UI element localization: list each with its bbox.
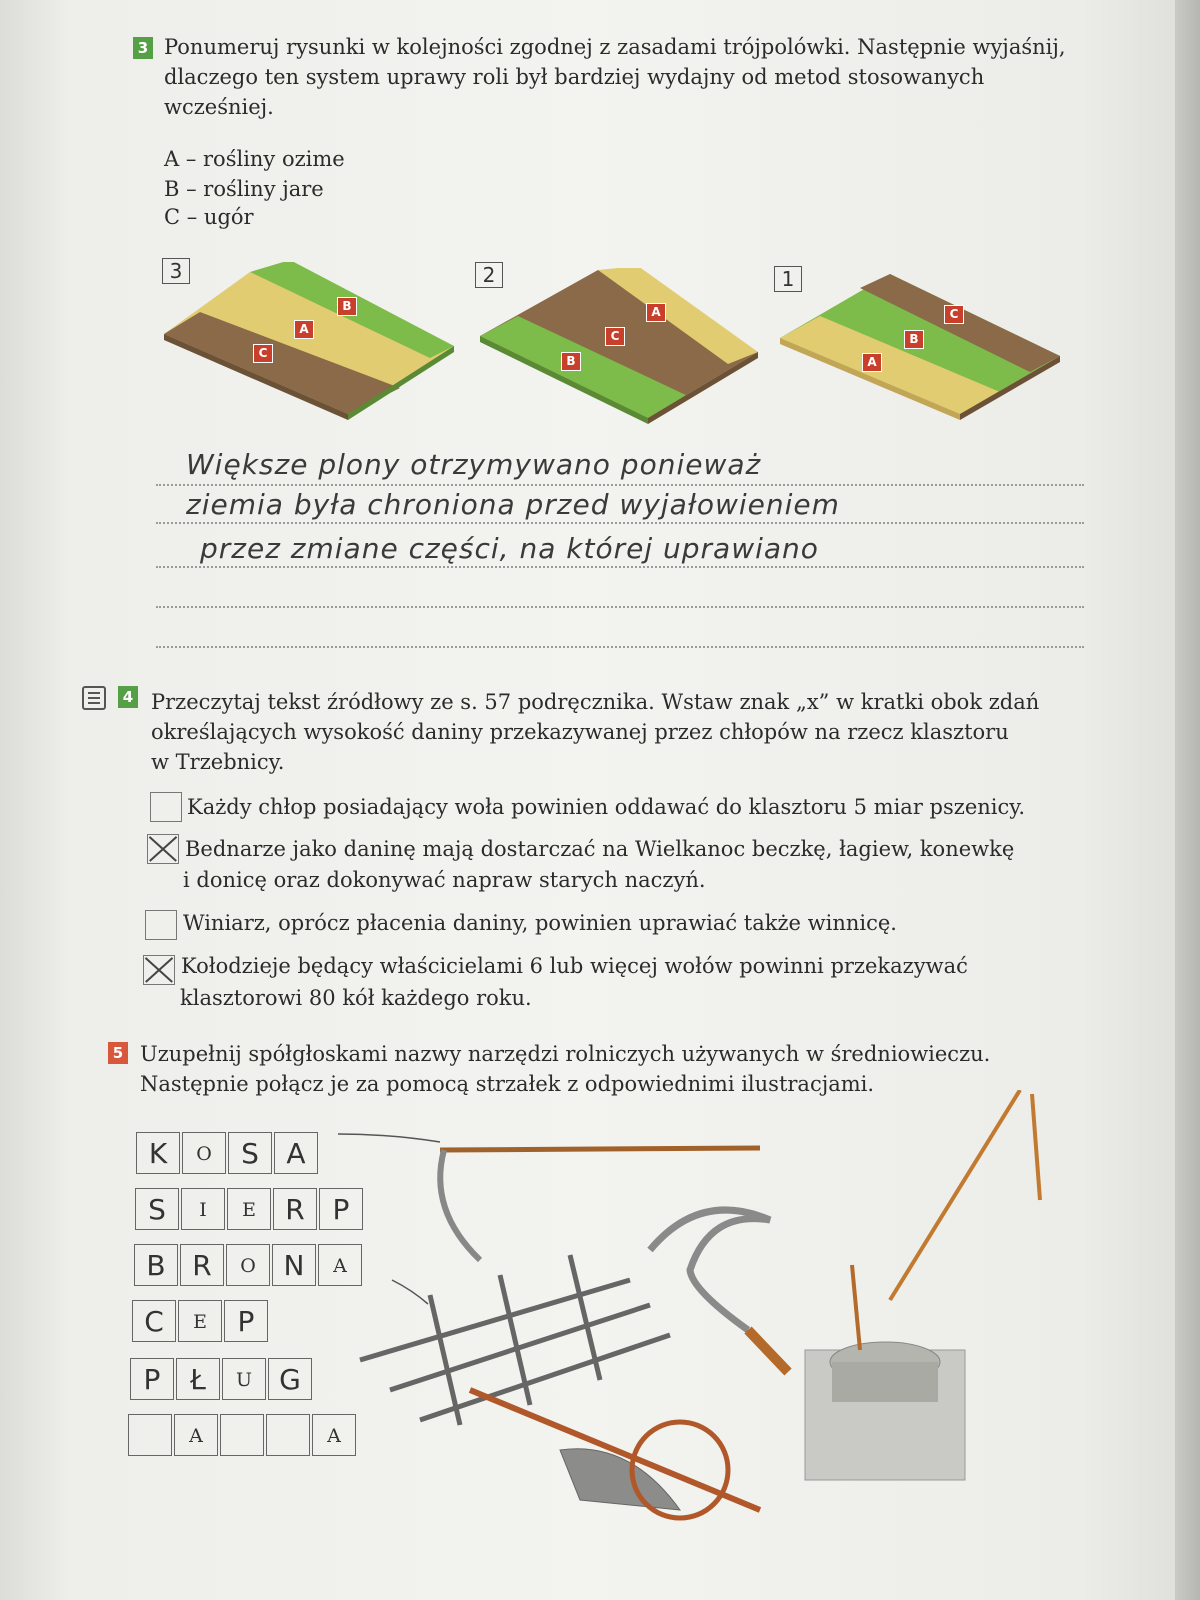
flail-illustration <box>890 1090 1040 1300</box>
statement-4-text: Kołodzieje będący właścicielami 6 lub więcej wołów powinni przekazywać <box>181 954 968 978</box>
field-drawing-2 <box>478 268 768 428</box>
grid-cell-row-4-col-2: E <box>178 1300 222 1342</box>
drawing-3-label-2: B <box>904 330 924 349</box>
statement-2-text: Bednarze jako daninę mają dostarczać na Wielkanoc beczkę, łagiew, konewkę <box>185 837 1015 861</box>
grid-cell-row-6-col-4[interactable] <box>266 1414 310 1456</box>
checkbox-1[interactable] <box>150 792 182 822</box>
exercise-5-line-2: Następnie połącz je za pomocą strzałek z odpowiednimi ilustracjami. <box>140 1072 875 1096</box>
grid-cell-row-5-col-2[interactable]: Ł <box>176 1358 220 1400</box>
drawing-3-number-box[interactable]: 1 <box>774 266 802 292</box>
handwritten-answer-line-1[interactable]: Większe plony otrzymywano ponieważ <box>186 448 762 481</box>
drawing-2-number-box[interactable]: 2 <box>475 262 503 288</box>
exercise-4-badge: 4 <box>118 686 138 708</box>
plough-illustration <box>470 1390 760 1518</box>
exercise-3-line-3: wcześniej. <box>164 95 274 119</box>
answer-dotted-line-1 <box>156 484 1084 486</box>
grid-cell-row-3-col-4[interactable]: N <box>272 1244 316 1286</box>
grid-cell-row-1-col-1[interactable]: K <box>136 1132 180 1174</box>
sickle-illustration <box>650 1210 788 1372</box>
drawing-1-label-2: A <box>294 320 314 339</box>
grid-cell-row-2-col-3: E <box>227 1188 271 1230</box>
statement-4-text-continued: klasztorowi 80 kół każdego roku. <box>180 986 532 1010</box>
grid-cell-row-1-col-2: O <box>182 1132 226 1174</box>
exercise-4-line-3: w Trzebnicy. <box>151 750 285 774</box>
grid-cell-row-1-col-4[interactable]: A <box>274 1132 318 1174</box>
drawing-2-label-1: A <box>646 303 666 322</box>
answer-dotted-line-4 <box>156 606 1084 608</box>
grid-cell-row-6-col-1[interactable] <box>128 1414 172 1456</box>
grid-cell-row-4-col-1[interactable]: C <box>132 1300 176 1342</box>
exercise-3-badge: 3 <box>133 37 153 59</box>
grid-cell-row-2-col-5[interactable]: P <box>319 1188 363 1230</box>
field-drawing-3 <box>780 274 1070 434</box>
answer-dotted-line-5 <box>156 646 1084 648</box>
exercise-4-line-2: określających wysokość daniny przekazywanej przez chłopów na rzecz klasztoru <box>151 720 1009 744</box>
drawing-1-label-1: B <box>337 297 357 316</box>
grid-cell-row-3-col-3: O <box>226 1244 270 1286</box>
connection-arrows <box>338 1134 440 1304</box>
tools-illustration-area <box>320 1090 1110 1550</box>
source-text-icon <box>82 686 106 710</box>
checkbox-2-checked[interactable] <box>147 834 179 864</box>
grid-cell-row-3-col-2[interactable]: R <box>180 1244 224 1286</box>
drawing-2-label-2: C <box>605 327 625 346</box>
exercise-3-line-1: Ponumeruj rysunki w kolejności zgodnej z zasadami trójpolówki. Następnie wyjaśnij, <box>164 35 1066 59</box>
grid-cell-row-2-col-4[interactable]: R <box>273 1188 317 1230</box>
page-edge <box>1175 0 1200 1600</box>
legend-b: B – rośliny jare <box>164 177 324 201</box>
grid-cell-row-3-col-5: A <box>318 1244 362 1286</box>
exercise-4-line-1: Przeczytaj tekst źródłowy ze s. 57 podręcznika. Wstaw znak „x” w kratki obok zdań <box>151 690 1040 714</box>
legend-c: C – ugór <box>164 205 254 229</box>
drawing-2-label-3: B <box>561 352 581 371</box>
scythe-illustration <box>440 1148 760 1260</box>
drawing-3-label-1: C <box>944 305 964 324</box>
grid-cell-row-3-col-1[interactable]: B <box>134 1244 178 1286</box>
drawing-1-label-3: C <box>253 344 273 363</box>
exercise-5-line-1: Uzupełnij spółgłoskami nazwy narzędzi rolniczych używanych w średniowieczu. <box>140 1042 991 1066</box>
answer-dotted-line-2 <box>156 522 1084 524</box>
drawing-1-number-box[interactable]: 3 <box>162 258 190 284</box>
statement-2-text-continued: i donicę oraz dokonywać napraw starych naczyń. <box>183 868 706 892</box>
grid-cell-row-6-col-2: A <box>174 1414 218 1456</box>
grid-cell-row-1-col-3[interactable]: S <box>228 1132 272 1174</box>
statement-1-text: Każdy chłop posiadający woła powinien oddawać do klasztoru 5 miar pszenicy. <box>187 795 1026 819</box>
quern-illustration <box>805 1265 965 1480</box>
handwritten-answer-line-3[interactable]: przez zmiane części, na której uprawiano <box>200 532 819 565</box>
answer-dotted-line-3 <box>156 566 1084 568</box>
statement-3-text: Winiarz, oprócz płacenia daniny, powinien uprawiać także winnicę. <box>183 911 897 935</box>
drawing-3-label-3: A <box>862 353 882 372</box>
checkbox-3[interactable] <box>145 910 177 940</box>
harrow-illustration <box>360 1255 670 1425</box>
grid-cell-row-5-col-3: U <box>222 1358 266 1400</box>
grid-cell-row-2-col-1[interactable]: S <box>135 1188 179 1230</box>
grid-cell-row-4-col-3[interactable]: P <box>224 1300 268 1342</box>
handwritten-answer-line-2[interactable]: ziemia była chroniona przed wyjałowieniem <box>186 488 840 521</box>
grid-cell-row-6-col-3[interactable] <box>220 1414 264 1456</box>
grid-cell-row-6-col-5: A <box>312 1414 356 1456</box>
legend-a: A – rośliny ozime <box>164 147 345 171</box>
grid-cell-row-5-col-4[interactable]: G <box>268 1358 312 1400</box>
checkbox-4-checked[interactable] <box>143 955 175 985</box>
grid-cell-row-2-col-2: I <box>181 1188 225 1230</box>
grid-cell-row-5-col-1[interactable]: P <box>130 1358 174 1400</box>
field-drawing-1 <box>160 262 460 422</box>
exercise-5-badge: 5 <box>108 1042 128 1064</box>
exercise-3-line-2: dlaczego ten system uprawy roli był bardziej wydajny od metod stosowanych <box>164 65 985 89</box>
